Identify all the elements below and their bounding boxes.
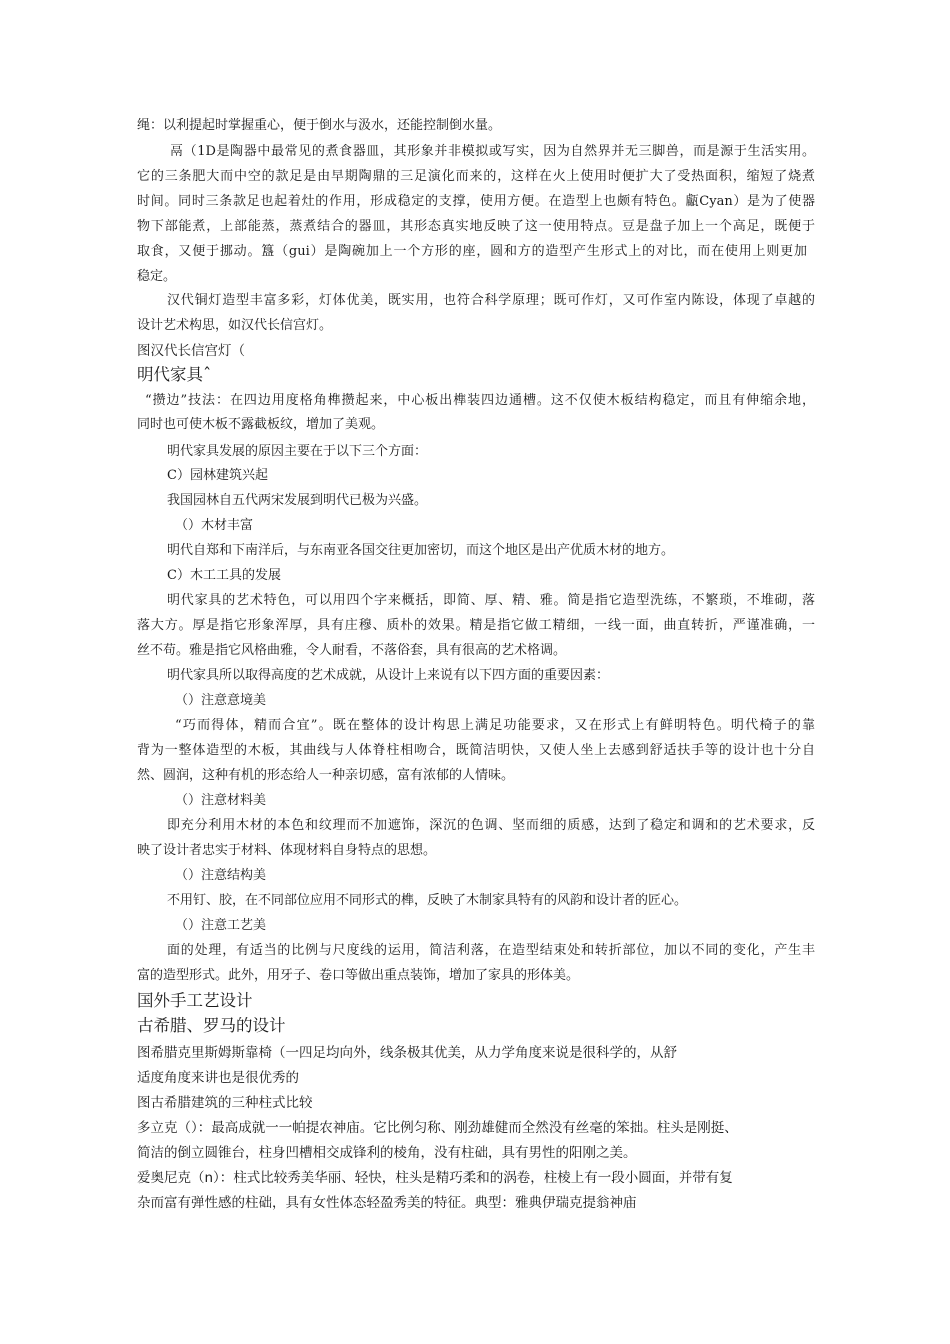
paragraph-line: 汉代铜灯造型丰富多彩，灯体优美，既实用，也符合科学原理；既可作灯，又可作室内陈设，体现了卓越的 [167, 293, 815, 308]
section-heading: 古希腊、罗马的设计 [137, 1016, 286, 1035]
paragraph-line: 设计艺术构思，如汉代长信宫灯。 [137, 318, 333, 333]
paragraph-line: 多立克（）：最高成就一一帕提农神庙。它比例匀称、刚劲雄健而全然没有丝毫的笨拙。柱头是刚挺、 [137, 1120, 738, 1136]
list-item: （）注意材料美 [175, 793, 267, 808]
figure-caption: 适度角度来讲也是很优秀的 [137, 1070, 299, 1086]
paragraph-line: 杂而富有弹性感的柱础，具有女性体态轻盈秀美的特征。典型：雅典伊瑞克提翁神庙 [137, 1195, 637, 1211]
paragraph-line: 丝不苟。雅是指它风格曲雅，令人耐看，不落俗套，具有很高的艺术格调。 [137, 643, 567, 658]
paragraph-line: 时间。同时三条款足也起着灶的作用，形成稳定的支撑，使用方便。在造型上也颇有特色。甗Cyan）是为了使器 [137, 194, 815, 209]
paragraph-line: 爱奥尼克（n）：柱式比较秀美华丽、轻快，柱头是精巧柔和的涡卷，柱棱上有一段小圆面，并带有复 [137, 1170, 733, 1186]
paragraph-line: “巧而得体，精而合宜”。既在整体的设计构思上满足功能要求，又在形式上有鲜明特色。明代椅子的靠 [175, 718, 815, 733]
paragraph-line: 物下部能煮，上部能蒸，蒸煮结合的器皿，其形态真实地反映了这一使用特点。豆是盘子加上一个高足，既便于 [137, 219, 815, 234]
list-item: C）木工工具的发展 [167, 568, 281, 583]
figure-caption: 图古希腊建筑的三种柱式比较 [137, 1095, 313, 1111]
figure-caption: 图汉代长信宫灯（ [137, 343, 245, 359]
paragraph-line: 绳：以利提起时掌握重心，便于倒水与汲水，还能控制倒水量。 [137, 118, 502, 133]
list-item: （）注意结构美 [175, 868, 267, 883]
paragraph-line: 同时也可使木板不露截板纹，增加了美观。 [137, 417, 385, 432]
paragraph-line: 即充分利用木材的本色和纹理而不加遮饰，深沉的色调、坚而细的质感，达到了稳定和调和的艺术要求，反 [167, 818, 815, 833]
paragraph-line: 明代家具所以取得高度的艺术成就，从设计上来说有以下四方面的重要因素： [167, 668, 610, 683]
list-item: （）注意意境美 [175, 693, 267, 708]
paragraph-line: 映了设计者忠实于材料、体现材料自身特点的思想。 [137, 843, 437, 858]
paragraph-line: 我国园林自五代两宋发展到明代已极为兴盛。 [167, 493, 428, 508]
paragraph-line: 明代自郑和下南洋后，与东南亚各国交往更加密切，而这个地区是出产优质木材的地方。 [167, 543, 675, 558]
paragraph-line: 鬲（1D是陶器中最常见的煮食器皿，其形象并非模拟或写实，因为自然界并无三脚兽，而是源于生活实用。 [170, 144, 815, 159]
paragraph-line: 落大方。厚是指它形象浑厚，具有庄穆、质朴的效果。精是指它做工精细，一线一面，曲直转折，严谨准确，一 [137, 618, 815, 633]
paragraph-line: 明代家具发展的原因主要在于以下三个方面： [167, 444, 428, 459]
paragraph-line: 稳定。 [137, 269, 177, 284]
paragraph-line: 不用钉、胶，在不同部位应用不同形式的榫，反映了木制家具特有的风韵和设计者的匠心。 [167, 893, 688, 908]
paragraph-line: 简洁的倒立圆锥台，柱身凹槽相交成锋利的棱角，没有柱础，具有男性的阳刚之美。 [137, 1145, 637, 1161]
paragraph-line: 富的造型形式。此外，用牙子、卷口等做出重点装饰，增加了家具的形体美。 [137, 968, 580, 983]
paragraph-line: “攒边”技法：在四边用度格角榫攒起来，中心板出榫装四边通槽。这不仅使木板结构稳定，而且有伸缩余地， [145, 393, 815, 408]
paragraph-line: 明代家具的艺术特色，可以用四个字来概括，即简、厚、精、雅。简是指它造型洗练，不繁琐，不堆砌，落 [167, 593, 815, 608]
list-item: C）园林建筑兴起 [167, 468, 268, 483]
paragraph-line: 面的处理，有适当的比例与尺度线的运用，简洁利落，在造型结束处和转折部位，加以不同的变化，产生丰 [167, 943, 815, 958]
paragraph-line: 背为一整体造型的木板，其曲线与人体脊柱相吻合，既简洁明快，又使人坐上去感到舒适扶手等的设计也十分自 [137, 743, 815, 758]
section-heading: 明代家具ˆ [137, 365, 212, 384]
section-heading: 国外手工艺设计 [137, 991, 253, 1010]
paragraph-line: 然、圆润，这种有机的形态给人一种亲切感，富有浓郁的人情味。 [137, 768, 515, 783]
paragraph-line: 取食，又便于挪动。簋（gui）是陶碗加上一个方形的座，圆和方的造型产生形式上的对比，而在使用上则更加 [137, 244, 807, 259]
list-item: （）注意工艺美 [175, 918, 267, 933]
figure-caption: 图希腊克里斯姆斯靠椅（一四足均向外，线条极其优美，从力学角度来说是很科学的，从舒 [137, 1045, 677, 1061]
paragraph-line: 它的三条肥大而中空的款足是由早期陶鼎的三足演化而来的，这样在火上使用时便扩大了受热面积，缩短了烧煮 [137, 169, 815, 184]
list-item: （）木材丰富 [175, 518, 254, 533]
